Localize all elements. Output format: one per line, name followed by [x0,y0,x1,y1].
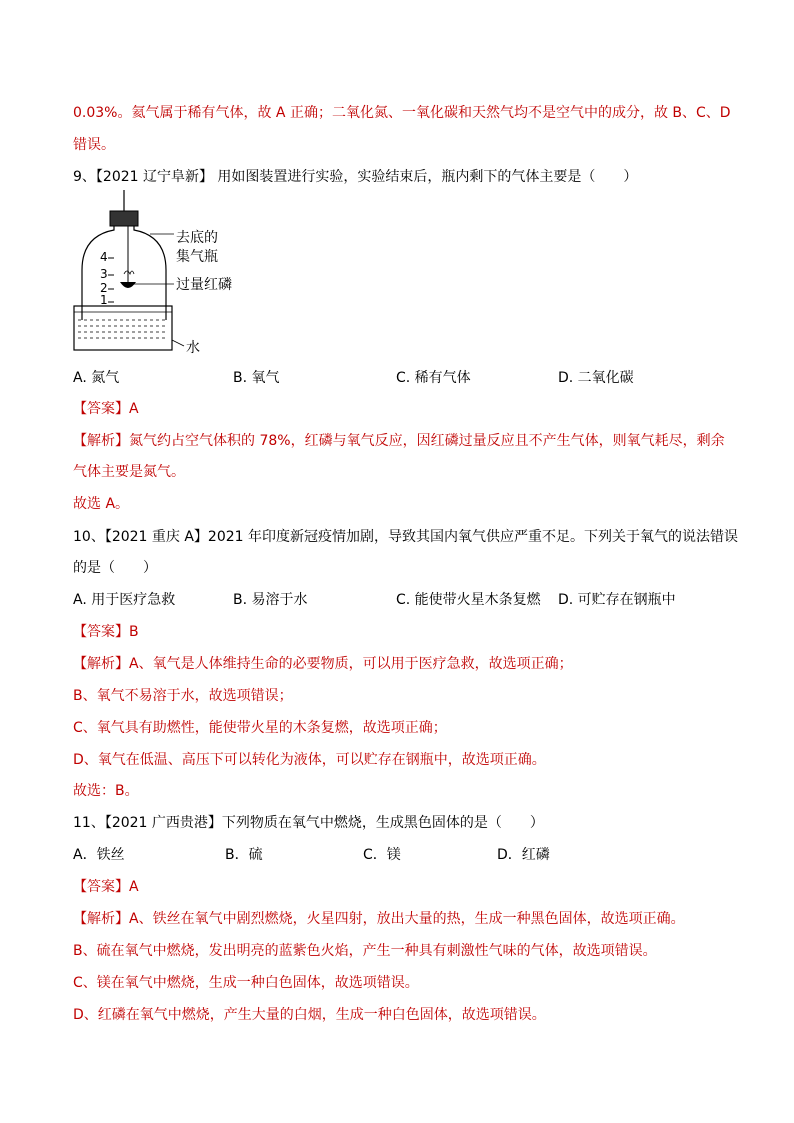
svg-text:1: 1 [100,293,108,307]
option-c: C. 稀有气体 [396,370,471,386]
option-a: A. 氮气 [73,370,120,386]
answer-tag: 【答案】 [73,624,129,640]
experiment-diagram [72,190,262,360]
option-c: C. 能使带火星木条复燃 [396,592,541,608]
answer-line [73,877,139,897]
analysis-line [73,431,725,451]
analysis-line: D、氧气在低温、高压下可以转化为液体，可以贮存在钢瓶中，故选项正确。 [73,752,546,768]
label-water: 水 [186,340,200,356]
label-bottle-1: 去底的 [176,230,218,246]
analysis-line: C、镁在氧气中燃烧，生成一种白色固体，故选项错误。 [73,975,419,991]
option-d: D. 可贮存在钢瓶中 [558,592,676,608]
analysis-tag: 【解析】 [73,433,129,449]
question-10-stem: 的是（ ） [73,560,157,576]
stopper [110,211,138,226]
conclusion: 故选：B。 [73,783,139,799]
option-a: A．铁丝 [73,847,125,863]
question-10-stem: 10、【2021 重庆 A】2021 年印度新冠疫情加剧，导致其国内氧气供应严重不足。下列关于氧气的说法错误 [73,529,738,545]
answer-value: B [129,624,139,640]
option-c: C．镁 [363,847,401,863]
answer-value: A [129,879,139,895]
text-line: 0.03%。氦气属于稀有气体，故 A 正确；二氧化氮、一氧化碳和天然气均不是空气中的成分，故 B、C、D [73,105,731,121]
question-9-stem: 9、【2021 辽宁阜新】 用如图装置进行实验，实验结束后，瓶内剩下的气体主要是（ ） [73,169,638,185]
option-d: D．红磷 [497,847,550,863]
spoon [120,282,136,288]
question-11-stem: 11、【2021 广西贵港】下列物质在氧气中燃烧，生成黑色固体的是（ ） [73,815,544,831]
analysis-text: 氮气约占空气体积的 78%，红磷与氧气反应，因红磷过量反应且不产生气体，则氧气耗尽，剩余 [129,433,725,449]
analysis-line: D、红磷在氧气中燃烧，产生大量的白烟，生成一种白色固体，故选项错误。 [73,1007,546,1023]
svg-text:4: 4 [100,250,108,264]
answer-line [73,399,139,419]
label-bottle-2: 集气瓶 [176,249,218,265]
analysis-text: A、铁丝在氧气中剧烈燃烧，火星四射，放出大量的热，生成一种黑色固体，故选项正确。 [129,911,685,927]
analysis-line: B、硫在氧气中燃烧，发出明亮的蓝紫色火焰，产生一种具有刺激性气味的气体，故选项错误。 [73,943,657,959]
analysis-line: 气体主要是氮气。 [73,464,185,480]
option-d: D. 二氧化碳 [558,370,634,386]
text-line: 错误。 [73,137,115,153]
water-trough [74,306,172,350]
conclusion: 故选 A。 [73,496,130,512]
svg-text:2: 2 [100,281,108,295]
analysis-line [73,654,573,674]
analysis-tag: 【解析】 [73,656,129,672]
analysis-line: B、氧气不易溶于水，故选项错误； [73,688,293,704]
svg-text:3: 3 [100,267,108,281]
answer-line [73,622,139,642]
label-phosphorus: 过量红磷 [176,277,232,293]
analysis-line: C、氧气具有助燃性，能使带火星的木条复燃，故选项正确； [73,720,447,736]
answer-value: A [129,401,139,417]
answer-tag: 【答案】 [73,401,129,417]
option-b: B．硫 [225,847,263,863]
analysis-line [73,909,685,929]
option-b: B. 易溶于水 [233,592,308,608]
analysis-tag: 【解析】 [73,911,129,927]
option-b: B. 氧气 [233,370,280,386]
answer-tag: 【答案】 [73,879,129,895]
option-a: A. 用于医疗急救 [73,592,176,608]
analysis-text: A、氧气是人体维持生命的必要物质，可以用于医疗急救，故选项正确； [129,656,573,672]
